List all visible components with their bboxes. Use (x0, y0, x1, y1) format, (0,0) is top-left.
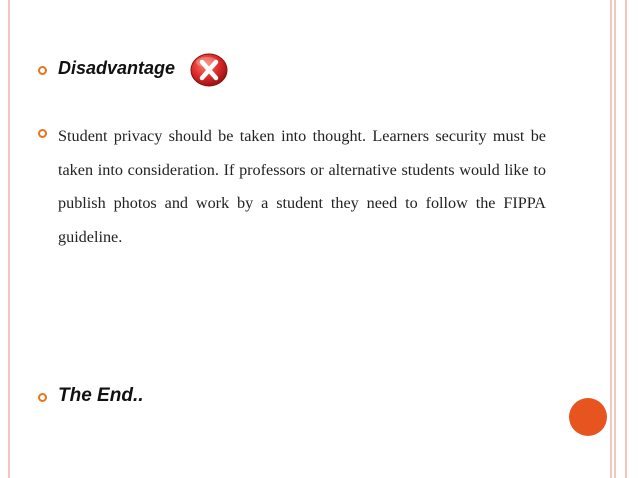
left-border-line (8, 0, 10, 478)
right-border-line (625, 0, 627, 478)
bullet-icon (38, 393, 47, 402)
bullet-icon (38, 129, 47, 138)
red-x-icon (190, 53, 228, 87)
closing-heading: The End.. (58, 385, 144, 406)
decorative-orange-circle (569, 398, 607, 436)
body-paragraph: Student privacy should be taken into thought. Learners security must be taken into consideration. If professors or alternative students would like to publish photos and work by a student they need to follow the FIPPA guideline. (58, 127, 546, 246)
right-border-line (614, 0, 616, 478)
right-border-line (610, 0, 612, 478)
bullet-icon (38, 66, 47, 75)
slide-heading: Disadvantage (58, 58, 176, 78)
